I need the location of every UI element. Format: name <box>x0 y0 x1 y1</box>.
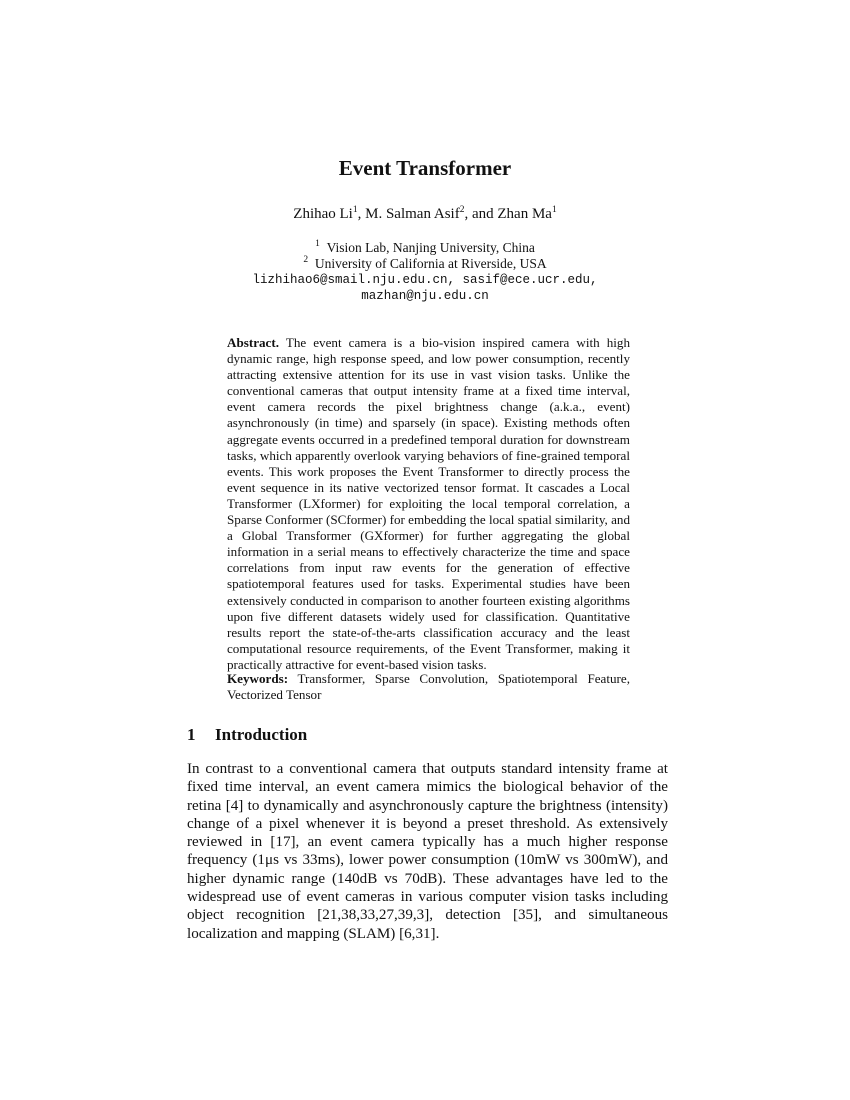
keywords-label: Keywords: <box>227 671 289 686</box>
author-name: M. Salman Asif <box>365 206 460 222</box>
author-affil-mark: 1 <box>352 205 358 215</box>
author-list <box>0 206 850 223</box>
author-separator: , and <box>464 206 498 222</box>
author-separator: , <box>357 206 366 222</box>
paper-title: Event Transformer <box>338 156 512 180</box>
author-emails: lizhihao6@smail.nju.edu.cn, sasif@ece.ucr.edu, <box>252 273 598 287</box>
author-name: Zhihao Li <box>293 206 353 222</box>
section-heading <box>187 725 307 745</box>
author-affil-mark: 1 <box>551 205 557 215</box>
affiliation-text: Vision Lab, Nanjing University, China <box>326 240 535 255</box>
affiliation-mark: 2 <box>303 255 309 265</box>
intro-paragraph: In contrast to a conventional camera that outputs standard intensity frame at fixed time interval, an event camera mimics the biological behavior of the retina [4] to dynamically and asynchronously capture the brightness (intensity) change of a pixel whenever it is beyond a preset threshold. As extensively reviewed in [17], an event camera typically has a much higher response frequency (1μs vs 33ms), lower power consumption (10mW vs 300mW), and higher dynamic range (140dB vs 70dB). These advantages have led to the widespread use of event cameras in various computer vision tasks including object recognition [21,38,33,27,39,3], detection [35], and simultaneous localization and mapping (SLAM) [6,31]. <box>187 761 668 942</box>
author-emails: mazhan@nju.edu.cn <box>361 289 489 303</box>
keywords <box>227 671 630 703</box>
author-name: Zhan Ma <box>497 206 552 222</box>
abstract-label: Abstract. <box>227 335 279 350</box>
section-number: 1 <box>187 725 196 744</box>
author-affil-mark: 2 <box>459 205 465 215</box>
affiliation <box>0 256 850 272</box>
keywords-text: Transformer, Sparse Convolution, Spatiotemporal Feature, Vectorized Tensor <box>227 671 630 703</box>
affiliation <box>0 240 850 256</box>
affiliation-text: University of California at Riverside, USA <box>314 256 547 271</box>
abstract <box>227 335 630 673</box>
affiliation-mark: 1 <box>315 239 320 249</box>
section-title: Introduction <box>215 725 308 744</box>
abstract-text: The event camera is a bio-vision inspired camera with high dynamic range, high response speed, and low power consumption, recently attracting extensive attention for its use in vast vision tasks. Unlike the conventional cameras that output intensity frame at a fixed time interval, event camera records the pixel brightness change (a.k.a., event) asynchronously (in time) and sparsely (in space). Existing methods often aggregate events occurred in a predefined temporal duration for downstream tasks, which apparently overlook varying behaviors of fine-grained temporal events. This work proposes the Event Transformer to directly process the event sequence in its native vectorized tensor format. It cascades a Local Transformer (LXformer) for exploiting the local temporal correlation, a Sparse Conformer (SCformer) for embedding the local spatial similarity, and a Global Transformer (GXformer) for further aggregating the global information in a serial means to effectively characterize the time and space correlations from input raw events for the generation of effective spatiotemporal features used for tasks. Experimental studies have been extensively conducted in comparison to another fourteen existing algorithms upon five different datasets widely used for classification. Quantitative results report the state-of-the-arts classification accuracy and the least computational resource requirements, of the Event Transformer, making it practically attractive for event-based vision tasks. <box>227 335 630 672</box>
